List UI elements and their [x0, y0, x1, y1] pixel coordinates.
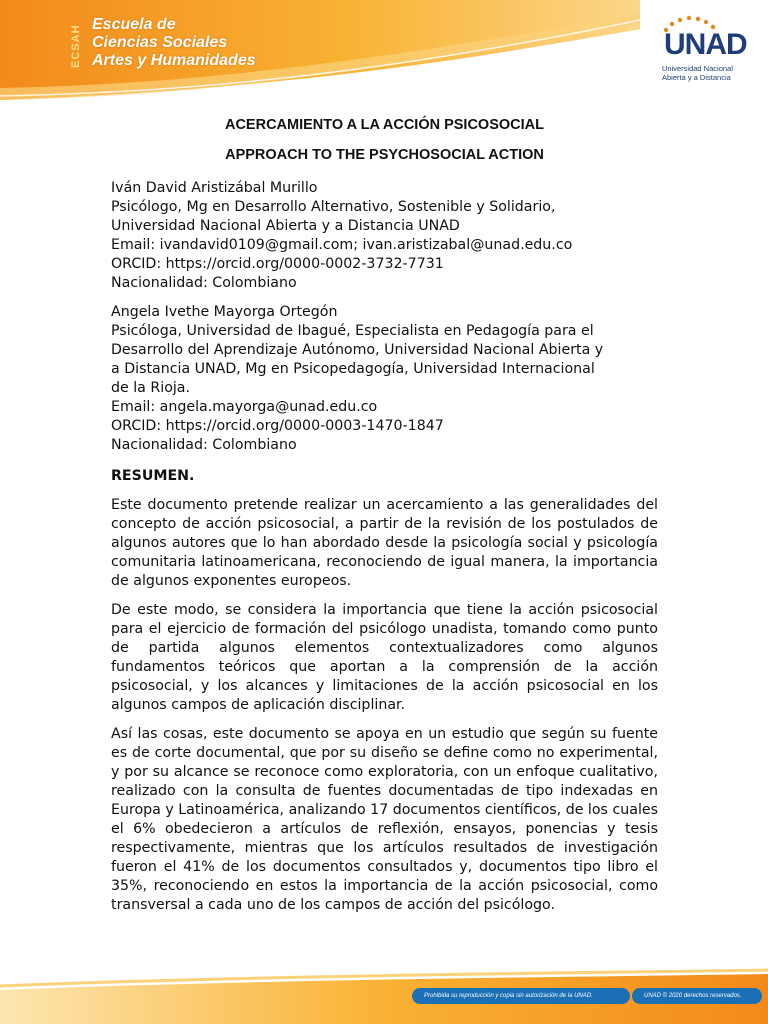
ecsah-label: ECSAH	[70, 24, 82, 68]
footer-rights: UNAD © 2020 derechos reservados.	[644, 993, 742, 999]
logo-sub-line: Universidad Nacional	[662, 64, 733, 73]
author-2-line: a Distancia UNAD, Mg en Psicopedagogía, Universidad Internacional	[111, 361, 595, 377]
author-2-nationality: Nacionalidad: Colombiano	[111, 437, 297, 453]
title-english: APPROACH TO THE PSYCHOSOCIAL ACTION	[225, 147, 544, 163]
abstract-paragraph: Este documento pretende realizar un acercamiento a las generalidades del concepto de acción psicosocial, a partir de la revisión de los postulados de algunos autores que lo han abordado desde la psicología social y psicología comunitaria latinoamericana, reconociendo de igual manera, la importancia de algunos exponentes europeos.	[111, 497, 658, 589]
logo-word: UNAD	[664, 28, 747, 61]
document-body	[111, 112, 658, 915]
page-header	[0, 0, 768, 110]
author-2-email: Email: angela.mayorga@unad.edu.co	[111, 399, 378, 415]
author-2-line: Psicóloga, Universidad de Ibagué, Especialista en Pedagogía para el	[111, 323, 594, 339]
school-line: Ciencias Sociales	[92, 34, 228, 51]
author-2-line: Desarrollo del Aprendizaje Autónomo, Universidad Nacional Abierta y	[111, 342, 604, 358]
author-2-orcid: ORCID: https://orcid.org/0000-0003-1470-1847	[111, 418, 444, 434]
author-1-nationality: Nacionalidad: Colombiano	[111, 275, 297, 291]
author-1-line: Universidad Nacional Abierta y a Distancia UNAD	[111, 218, 460, 234]
author-1-email: Email: ivandavid0109@gmail.com; ivan.aristizabal@unad.edu.co	[111, 237, 573, 253]
abstract-paragraph: Así las cosas, este documento se apoya en un estudio que según su fuente es de corte documental, que por su diseño se define como no experimental, y por su alcance se reconoce como exploratoria, con un enfoque cualitativo, realizado con la consulta de fuentes documentadas de tipo indexadas en Europa y Latinoamérica, analizando 17 documentos científicos, de los cuales el 6% obedecieron a artículos de reflexión, ensayos, ponencias y tesis respectivamente, mientras que los artículos resultados de investigación fueron el 41% de los documentos consultados y, documentos tipo libro el 35%, reconociendo en estos la importancia de la acción psicosocial, como transversal a cada uno de los campos de acción del psicólogo.	[111, 726, 659, 913]
author-1-line: Psicólogo, Mg en Desarrollo Alternativo, Sostenible y Solidario,	[111, 199, 556, 215]
author-2-line: de la Rioja.	[111, 380, 191, 396]
resumen-heading: RESUMEN.	[111, 468, 195, 484]
school-line: Escuela de	[92, 16, 176, 33]
author-1-block	[111, 179, 658, 293]
author-2-name: Angela Ivethe Mayorga Ortegón	[111, 304, 338, 320]
logo-subtitle	[662, 64, 762, 82]
logo-sub-line: Abierta y a Distancia	[662, 73, 731, 82]
footer-banner	[0, 960, 768, 1024]
author-1-orcid: ORCID: https://orcid.org/0000-0002-3732-7731	[111, 256, 444, 272]
abstract-paragraph: De este modo, se considera la importancia que tiene la acción psicosocial para el ejercicio de formación del psicólogo unadista, tomando como punto de partida algunos elementos contextualizadores como algunos fundamentos teóricos que aportan a la comprensión de la acción psicosocial, y los alcances y limitaciones de la acción psicosocial en los algunos campos de aplicación disciplinar.	[111, 602, 658, 713]
school-line: Artes y Humanidades	[92, 52, 256, 69]
author-1-name: Iván David Aristizábal Murillo	[111, 180, 318, 196]
title-spanish: ACERCAMIENTO A LA ACCIÓN PSICOSOCIAL	[224, 117, 544, 133]
school-name	[92, 16, 312, 70]
author-2-block	[111, 303, 658, 455]
footer-notice: Prohibida su reproducción y copia sin autorización de la UNAD.	[424, 993, 593, 999]
page-footer	[0, 960, 768, 1024]
unad-logo	[656, 14, 756, 84]
